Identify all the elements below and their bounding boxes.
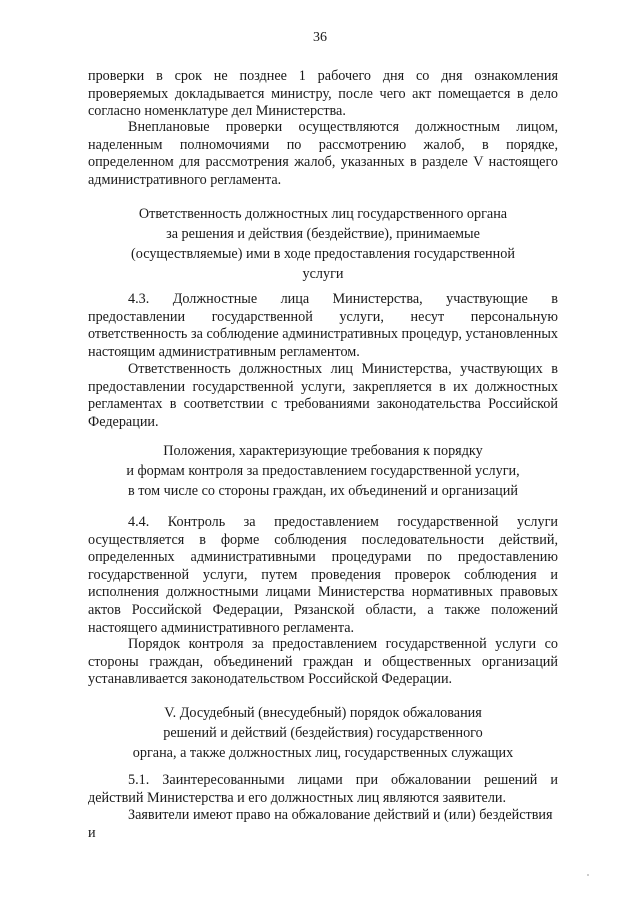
scan-speck bbox=[587, 874, 589, 876]
paragraph: Порядок контроля за предоставлением государственной услуги со стороны граждан, объединений граждан и общественных организаций устанавливается законодательством Российской Федерации. bbox=[88, 636, 558, 688]
paragraph: Внеплановые проверки осуществляются должностным лицом, наделенным полномочиями по рассмотрению жалоб, в порядке, определенном для рассмотрения жалоб, указанных в разделе V настоящего административного регламента. bbox=[88, 119, 558, 188]
heading-line: услуги bbox=[302, 266, 344, 282]
heading-line: (осуществляемые) ими в ходе предоставления государственной bbox=[131, 246, 515, 262]
paragraph-appeal-right bbox=[88, 807, 558, 842]
heading-line: за решения и действия (бездействие), принимаемые bbox=[166, 226, 480, 242]
section-heading-control-requirements bbox=[88, 441, 558, 501]
heading-line: решений и действий (бездействия) государственного bbox=[163, 725, 483, 741]
paragraph-continuation bbox=[88, 68, 558, 121]
heading-line: органа, а также должностных лиц, государственных служащих bbox=[132, 745, 514, 761]
page-number: 36 bbox=[313, 30, 327, 45]
heading-line: Положения, характеризующие требования к порядку bbox=[163, 443, 483, 459]
section-heading-responsibility bbox=[88, 204, 558, 284]
section-heading-pretrial-appeal bbox=[88, 703, 558, 763]
heading-line: в том числе со стороны граждан, их объединений и организаций bbox=[128, 483, 518, 499]
paragraph: 4.4. Контроль за предоставлением государственной услуги осуществляется в форме соблюдения последовательности действий, определенных административными процедурами по предоставлению государственной услуги, путем проведения проверок соблюдения и исполнения должностными лицами Министерства нормативных правовых актов Российской Федерации, Рязанской области, а также положений настоящего административного регламента. bbox=[88, 514, 558, 636]
paragraph-4-4 bbox=[88, 514, 558, 637]
paragraph: Заявители имеют право на обжалование действий и (или) бездействия и bbox=[88, 807, 553, 841]
paragraph-5-1 bbox=[88, 772, 558, 807]
paragraph-public-control bbox=[88, 636, 558, 689]
heading-line: V. Досудебный (внесудебный) порядок обжалования bbox=[164, 705, 482, 721]
paragraph: 4.3. Должностные лица Министерства, участвующие в предоставлении государственной услуги, несут персональную ответственность за соблюдение административных процедур, установленных настоящим административным регламентом. bbox=[88, 291, 558, 360]
paragraph-unscheduled-checks bbox=[88, 119, 558, 189]
paragraph-4-3 bbox=[88, 291, 558, 361]
heading-line: и формам контроля за предоставлением государственной услуги, bbox=[126, 463, 520, 479]
heading-line: Ответственность должностных лиц государственного органа bbox=[138, 206, 508, 222]
paragraph-responsibility-regulations bbox=[88, 361, 558, 431]
paragraph: 5.1. Заинтересованными лицами при обжаловании решений и действий Министерства и его должностных лиц являются заявители. bbox=[88, 772, 558, 806]
paragraph: Ответственность должностных лиц Министерства, участвующих в предоставлении государственной услуги, закрепляется в их должностных регламентах в соответствии с требованиями законодательства Российской Федерации. bbox=[88, 361, 558, 430]
paragraph: проверки в срок не позднее 1 рабочего дня со дня ознакомления проверяемых докладывается министру, после чего акт помещается в дело согласно номенклатуре дел Министерства. bbox=[88, 68, 558, 120]
